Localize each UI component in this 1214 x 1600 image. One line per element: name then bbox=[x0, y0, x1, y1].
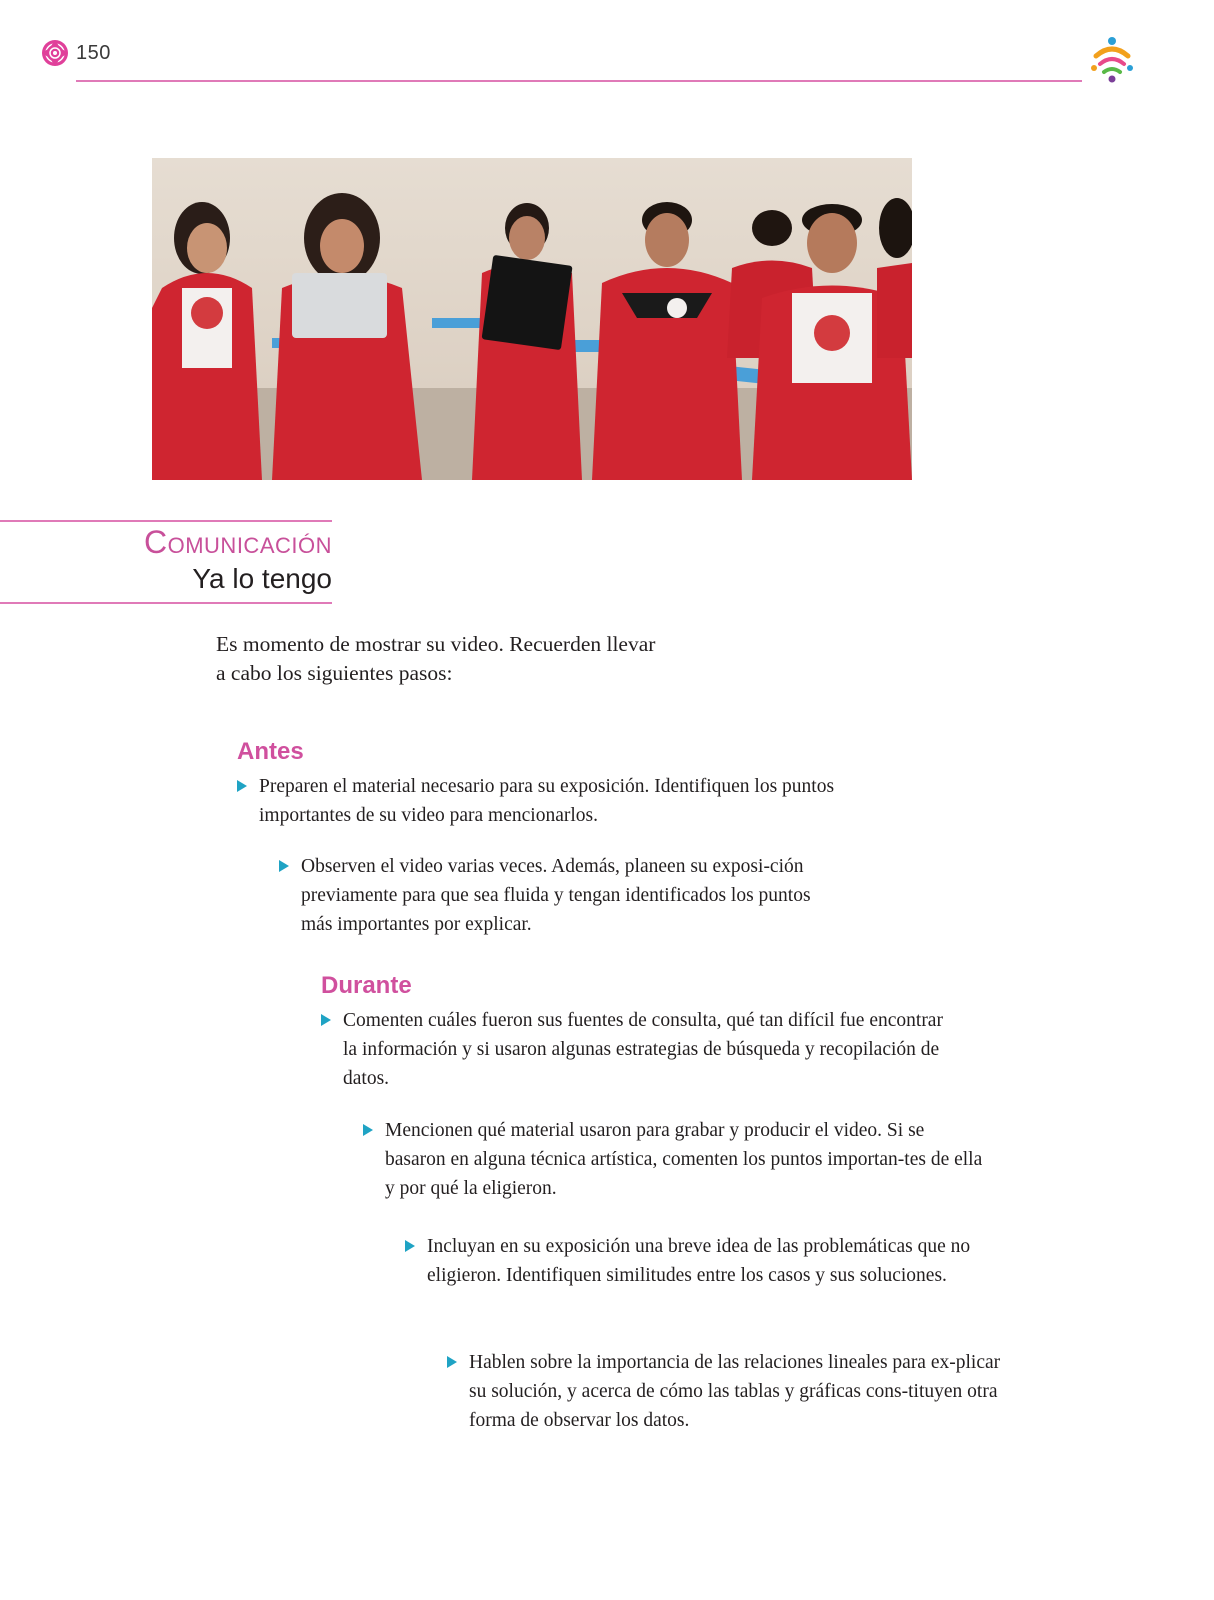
list-item-text: Comenten cuáles fueron sus fuentes de consulta, qué tan difícil fue encontrar la información y si usaron algunas estrategias de búsqueda y recopilación de datos. bbox=[343, 1010, 943, 1089]
header-divider bbox=[76, 80, 1082, 82]
list-item-text: Preparen el material necesario para su exposición. Identifiquen los puntos importantes de su video para mencionarlos. bbox=[259, 776, 835, 826]
list-item-text: Hablen sobre la importancia de las relaciones lineales para ex-plicar su solución, y acerca de cómo las tablas y gráficas cons-tituyen otra forma de observar los datos. bbox=[469, 1352, 1001, 1431]
list-item bbox=[279, 852, 841, 939]
flower-ornament-icon bbox=[40, 38, 70, 68]
intro-paragraph: Es momento de mostrar su video. Recuerden llevar a cabo los siguientes pasos: bbox=[216, 632, 656, 685]
list-item bbox=[237, 772, 859, 830]
antes-heading: Antes bbox=[237, 738, 304, 765]
section-title: Comunicación bbox=[144, 524, 332, 560]
triangle-bullet-icon bbox=[279, 860, 289, 872]
section-subtitle: Ya lo tengo bbox=[192, 563, 332, 594]
list-item bbox=[447, 1348, 1019, 1435]
list-item-text: Incluyan en su exposición una breve idea de las problemáticas que no eligieron. Identifiquen similitudes entre los casos y sus soluciones. bbox=[427, 1236, 971, 1286]
classroom-photo bbox=[152, 158, 912, 480]
dancing-figure-logo-icon bbox=[1086, 34, 1138, 84]
list-item-text: Observen el video varias veces. Además, planeen su exposi-ción previamente para que sea fluida y tengan identificados los puntos más importantes por explicar. bbox=[301, 856, 811, 935]
list-item-text: Mencionen qué material usaron para grabar y producir el video. Si se basaron en alguna técnica artística, comenten los puntos importan-tes de ella y por qué la eligieron. bbox=[385, 1120, 983, 1199]
triangle-bullet-icon bbox=[321, 1014, 331, 1026]
section-divider-top bbox=[0, 520, 332, 522]
durante-heading: Durante bbox=[321, 972, 412, 999]
triangle-bullet-icon bbox=[237, 780, 247, 792]
triangle-bullet-icon bbox=[363, 1124, 373, 1136]
list-item bbox=[405, 1232, 987, 1290]
triangle-bullet-icon bbox=[447, 1356, 457, 1368]
triangle-bullet-icon bbox=[405, 1240, 415, 1252]
section-divider-bottom bbox=[0, 602, 332, 604]
list-item bbox=[321, 1006, 953, 1093]
list-item bbox=[363, 1116, 985, 1203]
page-number: 150 bbox=[76, 42, 111, 64]
